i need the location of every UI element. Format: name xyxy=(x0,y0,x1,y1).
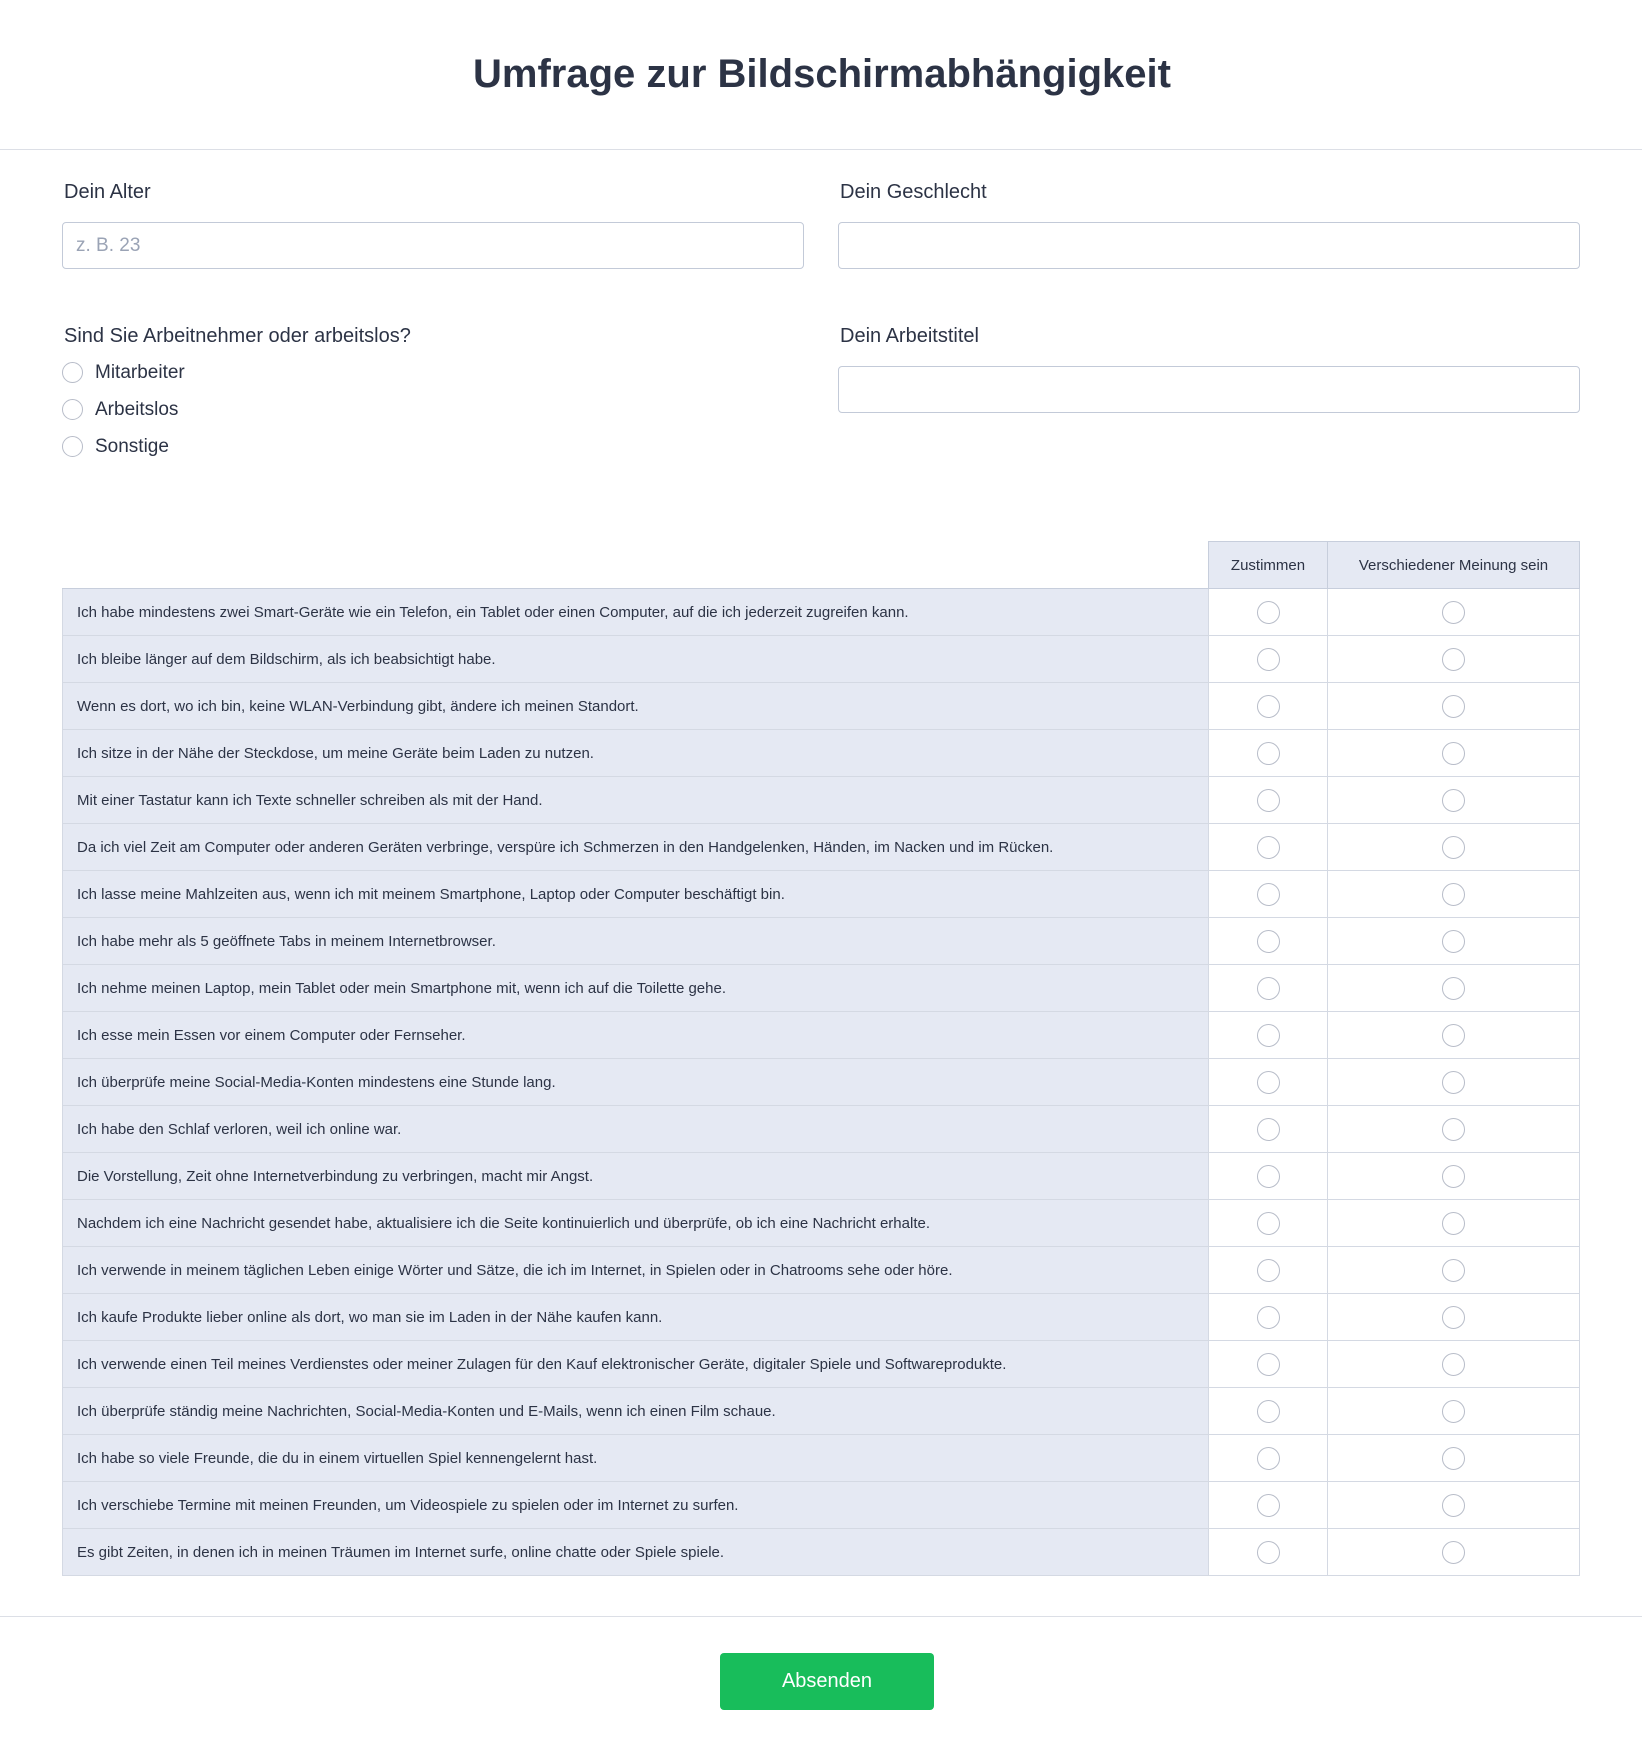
employment-field-group xyxy=(62,324,411,465)
matrix-question: Ich überprüfe meine Social-Media-Konten mindestens eine Stunde lang. xyxy=(63,1059,1209,1106)
matrix-cell-agree[interactable] xyxy=(1209,1200,1328,1247)
matrix-row xyxy=(63,1247,1580,1294)
radio-disagree[interactable] xyxy=(1442,742,1465,765)
radio-disagree[interactable] xyxy=(1442,1259,1465,1282)
matrix-question: Da ich viel Zeit am Computer oder anderen Geräten verbringe, verspüre ich Schmerzen in den Handgelenken, Händen, im Nacken und im Rücken. xyxy=(63,824,1209,871)
matrix-row xyxy=(63,1059,1580,1106)
matrix-question: Ich verwende einen Teil meines Verdienstes oder meiner Zulagen für den Kauf elektronischer Geräte, digitaler Spiele und Softwareprodukte. xyxy=(63,1341,1209,1388)
matrix-question: Die Vorstellung, Zeit ohne Internetverbindung zu verbringen, macht mir Angst. xyxy=(63,1153,1209,1200)
radio-button[interactable] xyxy=(62,399,83,420)
matrix-cell-agree[interactable] xyxy=(1209,824,1328,871)
matrix-row xyxy=(63,1482,1580,1529)
radio-disagree[interactable] xyxy=(1442,1400,1465,1423)
matrix-question: Es gibt Zeiten, in denen ich in meinen Träumen im Internet surfe, online chatte oder Spiele spiele. xyxy=(63,1529,1209,1576)
radio-disagree[interactable] xyxy=(1442,601,1465,624)
radio-agree[interactable] xyxy=(1257,1353,1280,1376)
matrix-row xyxy=(63,1294,1580,1341)
radio-agree[interactable] xyxy=(1257,648,1280,671)
matrix-cell-agree[interactable] xyxy=(1209,589,1328,636)
radio-disagree[interactable] xyxy=(1442,1118,1465,1141)
radio-agree[interactable] xyxy=(1257,1541,1280,1564)
matrix-header-row xyxy=(63,542,1580,589)
matrix-cell-disagree[interactable] xyxy=(1328,1059,1580,1106)
matrix-cell-disagree[interactable] xyxy=(1328,1200,1580,1247)
radio-label: Sonstige xyxy=(95,435,169,457)
radio-agree[interactable] xyxy=(1257,1071,1280,1094)
matrix-cell-agree[interactable] xyxy=(1209,1435,1328,1482)
radio-agree[interactable] xyxy=(1257,1447,1280,1470)
matrix-cell-disagree[interactable] xyxy=(1328,777,1580,824)
radio-agree[interactable] xyxy=(1257,789,1280,812)
radio-disagree[interactable] xyxy=(1442,1165,1465,1188)
matrix-row xyxy=(63,965,1580,1012)
matrix-question: Ich lasse meine Mahlzeiten aus, wenn ich mit meinem Smartphone, Laptop oder Computer beschäftigt bin. xyxy=(63,871,1209,918)
column-header-disagree: Verschiedener Meinung sein xyxy=(1328,542,1580,589)
radio-disagree[interactable] xyxy=(1442,930,1465,953)
matrix-question: Ich bleibe länger auf dem Bildschirm, als ich beabsichtigt habe. xyxy=(63,636,1209,683)
matrix-cell-agree[interactable] xyxy=(1209,1247,1328,1294)
matrix-cell-agree[interactable] xyxy=(1209,1341,1328,1388)
page-title: Umfrage zur Bildschirmabhängigkeit xyxy=(473,52,1171,96)
matrix-cell-disagree[interactable] xyxy=(1328,871,1580,918)
radio-disagree[interactable] xyxy=(1442,789,1465,812)
matrix-row xyxy=(63,1529,1580,1576)
matrix-row xyxy=(63,730,1580,777)
matrix-row xyxy=(63,1200,1580,1247)
radio-agree[interactable] xyxy=(1257,1306,1280,1329)
radio-button[interactable] xyxy=(62,436,83,457)
agreement-matrix xyxy=(62,541,1580,1576)
matrix-cell-agree[interactable] xyxy=(1209,730,1328,777)
matrix-cell-agree[interactable] xyxy=(1209,1294,1328,1341)
radio-disagree[interactable] xyxy=(1442,883,1465,906)
radio-agree[interactable] xyxy=(1257,695,1280,718)
age-label: Dein Alter xyxy=(64,181,151,203)
matrix-cell-agree[interactable] xyxy=(1209,1012,1328,1059)
matrix-cell-agree[interactable] xyxy=(1209,1153,1328,1200)
gender-input[interactable] xyxy=(838,222,1580,269)
matrix-cell-disagree[interactable] xyxy=(1328,1341,1580,1388)
radio-agree[interactable] xyxy=(1257,601,1280,624)
age-field-group xyxy=(62,180,804,269)
matrix-row xyxy=(63,683,1580,730)
radio-disagree[interactable] xyxy=(1442,695,1465,718)
age-input[interactable] xyxy=(62,222,804,269)
employment-option-arbeitslos[interactable] xyxy=(62,391,411,428)
matrix-cell-agree[interactable] xyxy=(1209,683,1328,730)
column-header-agree: Zustimmen xyxy=(1209,542,1328,589)
radio-disagree[interactable] xyxy=(1442,1071,1465,1094)
matrix-cell-disagree[interactable] xyxy=(1328,1435,1580,1482)
matrix-cell-disagree[interactable] xyxy=(1328,1388,1580,1435)
matrix-row xyxy=(63,1106,1580,1153)
matrix-row xyxy=(63,1341,1580,1388)
radio-agree[interactable] xyxy=(1257,977,1280,1000)
employment-option-sonstige[interactable] xyxy=(62,428,411,465)
job-title-input[interactable] xyxy=(838,366,1580,413)
matrix-question: Ich verschiebe Termine mit meinen Freunden, um Videospiele zu spielen oder im Internet zu surfen. xyxy=(63,1482,1209,1529)
matrix-question: Ich habe den Schlaf verloren, weil ich online war. xyxy=(63,1106,1209,1153)
radio-agree[interactable] xyxy=(1257,1494,1280,1517)
matrix-cell-disagree[interactable] xyxy=(1328,965,1580,1012)
matrix-row xyxy=(63,636,1580,683)
employment-label: Sind Sie Arbeitnehmer oder arbeitslos? xyxy=(64,325,411,347)
matrix-question: Ich habe mindestens zwei Smart-Geräte wie ein Telefon, ein Tablet oder einen Computer, auf die ich jederzeit zugreifen kann. xyxy=(63,589,1209,636)
form-header xyxy=(0,0,1642,150)
matrix-cell-agree[interactable] xyxy=(1209,777,1328,824)
radio-disagree[interactable] xyxy=(1442,1024,1465,1047)
radio-disagree[interactable] xyxy=(1442,1306,1465,1329)
matrix-row xyxy=(63,589,1580,636)
radio-agree[interactable] xyxy=(1257,1259,1280,1282)
matrix-row xyxy=(63,1153,1580,1200)
matrix-cell-disagree[interactable] xyxy=(1328,918,1580,965)
gender-label: Dein Geschlecht xyxy=(840,181,987,203)
form-footer xyxy=(0,1616,1642,1757)
matrix-cell-disagree[interactable] xyxy=(1328,1482,1580,1529)
matrix-cell-disagree[interactable] xyxy=(1328,1247,1580,1294)
matrix-corner xyxy=(63,542,1209,589)
matrix-row xyxy=(63,1388,1580,1435)
matrix-cell-disagree[interactable] xyxy=(1328,1529,1580,1576)
matrix-cell-agree[interactable] xyxy=(1209,636,1328,683)
matrix-cell-disagree[interactable] xyxy=(1328,1294,1580,1341)
radio-label: Mitarbeiter xyxy=(95,361,185,383)
matrix-cell-agree[interactable] xyxy=(1209,1388,1328,1435)
radio-button[interactable] xyxy=(62,362,83,383)
radio-label: Arbeitslos xyxy=(95,398,179,420)
matrix-question: Ich habe so viele Freunde, die du in einem virtuellen Spiel kennengelernt hast. xyxy=(63,1435,1209,1482)
matrix-cell-disagree[interactable] xyxy=(1328,730,1580,777)
matrix-question: Ich kaufe Produkte lieber online als dort, wo man sie im Laden in der Nähe kaufen kann. xyxy=(63,1294,1209,1341)
matrix-row xyxy=(63,824,1580,871)
radio-disagree[interactable] xyxy=(1442,836,1465,859)
matrix-cell-disagree[interactable] xyxy=(1328,1106,1580,1153)
matrix-row xyxy=(63,918,1580,965)
matrix-question: Nachdem ich eine Nachricht gesendet habe, aktualisiere ich die Seite kontinuierlich und überprüfe, ob ich eine Nachricht erhalte. xyxy=(63,1200,1209,1247)
radio-disagree[interactable] xyxy=(1442,1353,1465,1376)
matrix-question: Ich habe mehr als 5 geöffnete Tabs in meinem Internetbrowser. xyxy=(63,918,1209,965)
radio-agree[interactable] xyxy=(1257,930,1280,953)
radio-disagree[interactable] xyxy=(1442,648,1465,671)
matrix-question: Ich sitze in der Nähe der Steckdose, um meine Geräte beim Laden zu nutzen. xyxy=(63,730,1209,777)
radio-agree[interactable] xyxy=(1257,1165,1280,1188)
matrix-cell-agree[interactable] xyxy=(1209,1482,1328,1529)
employment-option-mitarbeiter[interactable] xyxy=(62,354,411,391)
radio-agree[interactable] xyxy=(1257,1400,1280,1423)
matrix-question: Wenn es dort, wo ich bin, keine WLAN-Verbindung gibt, ändere ich meinen Standort. xyxy=(63,683,1209,730)
matrix-question: Ich nehme meinen Laptop, mein Tablet oder mein Smartphone mit, wenn ich auf die Toilette gehe. xyxy=(63,965,1209,1012)
matrix-cell-agree[interactable] xyxy=(1209,918,1328,965)
matrix-cell-agree[interactable] xyxy=(1209,871,1328,918)
matrix-row xyxy=(63,1435,1580,1482)
radio-disagree[interactable] xyxy=(1442,1541,1465,1564)
radio-disagree[interactable] xyxy=(1442,1494,1465,1517)
matrix-cell-disagree[interactable] xyxy=(1328,589,1580,636)
radio-agree[interactable] xyxy=(1257,1212,1280,1235)
job-title-field-group xyxy=(838,324,1580,413)
radio-disagree[interactable] xyxy=(1442,1447,1465,1470)
radio-agree[interactable] xyxy=(1257,1024,1280,1047)
radio-agree[interactable] xyxy=(1257,742,1280,765)
matrix-question: Ich überprüfe ständig meine Nachrichten, Social-Media-Konten und E-Mails, wenn ich einen Film schaue. xyxy=(63,1388,1209,1435)
submit-button[interactable]: Absenden xyxy=(720,1653,934,1710)
matrix-question: Ich esse mein Essen vor einem Computer oder Fernseher. xyxy=(63,1012,1209,1059)
matrix-cell-disagree[interactable] xyxy=(1328,1153,1580,1200)
matrix-cell-agree[interactable] xyxy=(1209,1106,1328,1153)
matrix-row xyxy=(63,777,1580,824)
radio-agree[interactable] xyxy=(1257,836,1280,859)
radio-agree[interactable] xyxy=(1257,1118,1280,1141)
job-title-label: Dein Arbeitstitel xyxy=(840,325,979,347)
matrix-cell-disagree[interactable] xyxy=(1328,683,1580,730)
matrix-cell-agree[interactable] xyxy=(1209,965,1328,1012)
matrix-body xyxy=(63,589,1580,1576)
matrix-question: Ich verwende in meinem täglichen Leben einige Wörter und Sätze, die ich im Internet, in Spielen oder in Chatrooms sehe oder höre. xyxy=(63,1247,1209,1294)
matrix-cell-disagree[interactable] xyxy=(1328,1012,1580,1059)
form-body xyxy=(0,150,1642,1616)
radio-disagree[interactable] xyxy=(1442,1212,1465,1235)
matrix-row xyxy=(63,1012,1580,1059)
matrix-cell-disagree[interactable] xyxy=(1328,636,1580,683)
matrix-cell-disagree[interactable] xyxy=(1328,824,1580,871)
matrix-row xyxy=(63,871,1580,918)
gender-field-group xyxy=(838,180,1580,269)
radio-disagree[interactable] xyxy=(1442,977,1465,1000)
radio-agree[interactable] xyxy=(1257,883,1280,906)
matrix-cell-agree[interactable] xyxy=(1209,1059,1328,1106)
matrix-question: Mit einer Tastatur kann ich Texte schneller schreiben als mit der Hand. xyxy=(63,777,1209,824)
matrix-cell-agree[interactable] xyxy=(1209,1529,1328,1576)
